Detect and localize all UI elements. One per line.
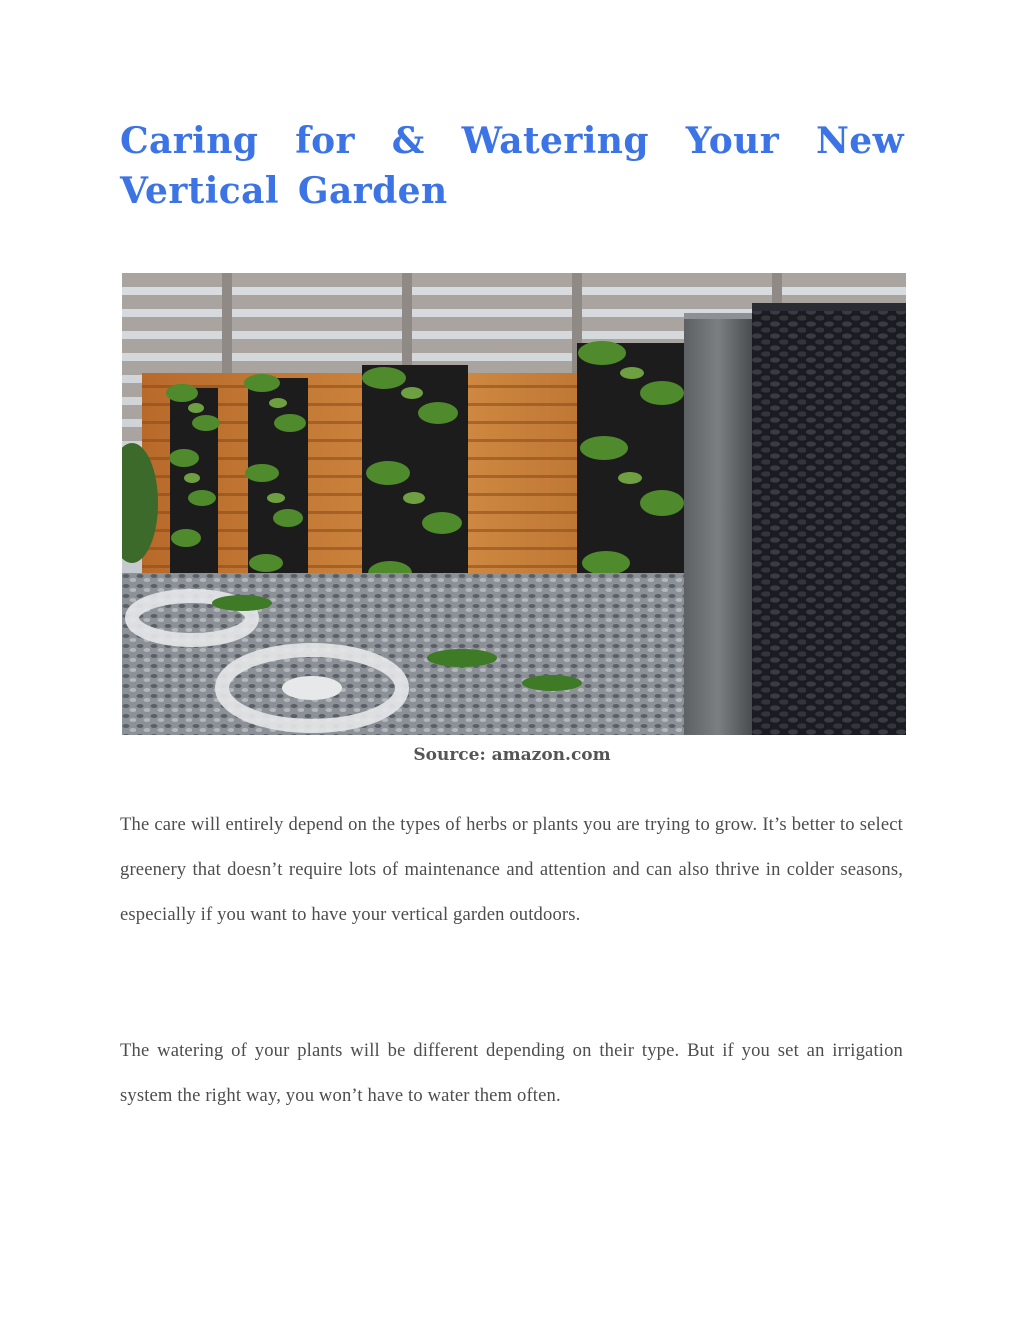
vertical-garden-photo xyxy=(122,273,906,735)
paragraph-care: The care will entirely depend on the types of herbs or plants you are trying to grow. It’s better to select greenery that doesn’t require lots of maintenance and attention and can also thrive in colder seasons, especially if you want to have your vertical garden outdoors. xyxy=(120,814,903,925)
image-caption: Source: amazon.com xyxy=(413,745,611,765)
paragraph-watering: The watering of your plants will be different depending on their type. But if you set an irrigation system the right way, you won’t have to water them often. xyxy=(120,1040,903,1106)
article-title: Caring for & Watering Your New Vertical Garden xyxy=(120,120,904,212)
